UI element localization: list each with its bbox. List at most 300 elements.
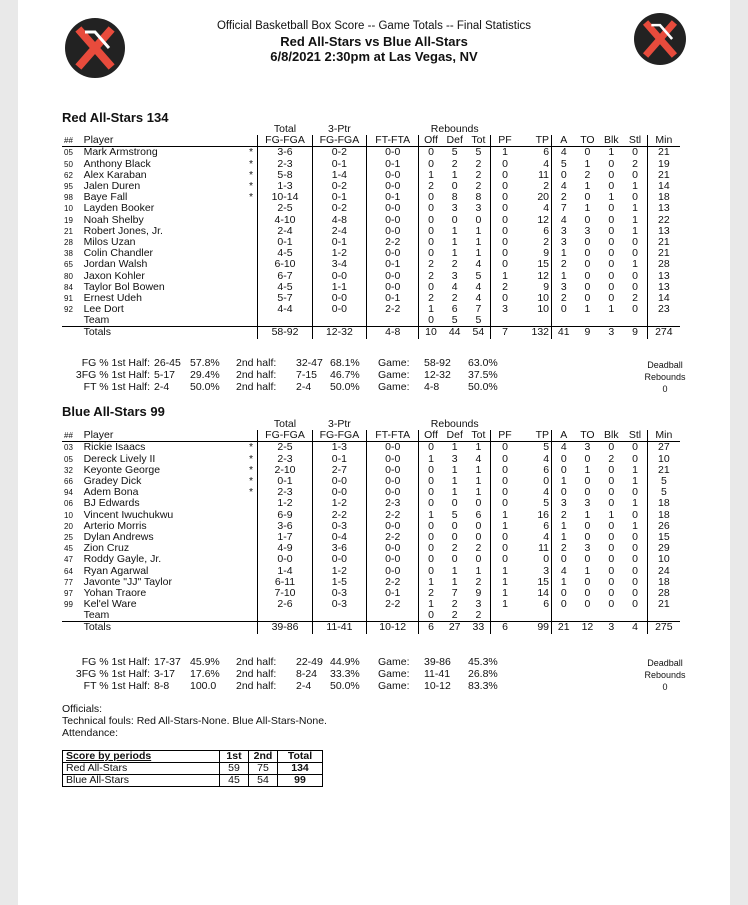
minutes-value: 18 [658, 509, 670, 521]
steals-value: 2 [623, 159, 647, 170]
blank-cell [245, 419, 258, 430]
off-reb-value: 0 [419, 215, 443, 226]
turnovers-value: 0 [584, 259, 591, 271]
fg-value: 4-10 [258, 215, 312, 226]
table-row [62, 476, 680, 487]
player-name: Mark Armstrong [83, 146, 158, 159]
blocks-value: 1 [608, 192, 615, 204]
table-row [62, 181, 680, 192]
shooting-value: 12-32 [424, 369, 451, 381]
starter-mark: * [248, 180, 254, 193]
report-title: Official Basketball Box Score -- Game Totals -- Final Statistics [216, 20, 531, 32]
blank-cell [599, 315, 623, 327]
tp-value: 20 [537, 192, 550, 204]
steals-value: 0 [623, 599, 647, 610]
fg3-value: 0-1 [312, 159, 366, 170]
shooting-value: 50.0% [330, 381, 360, 393]
ft-value: 0-1 [367, 192, 419, 203]
minutes-value: 23 [658, 304, 670, 316]
fg3-value: 1-5 [312, 577, 366, 588]
tot-reb-header: Tot [467, 135, 491, 147]
off-reb-value: 0 [419, 315, 443, 327]
turnovers-value: 0 [584, 192, 591, 204]
tot-reb-value: 2 [475, 610, 482, 622]
steals-value: 1 [623, 226, 647, 237]
player-name: Taylor Bol Bowen [83, 281, 165, 293]
turnovers-value: 0 [584, 554, 591, 566]
period-score: 134 [278, 763, 323, 775]
blank-cell [245, 610, 258, 622]
starter-mark [245, 588, 258, 599]
def-reb-value: 2 [451, 543, 458, 555]
pf-value: 0 [491, 543, 519, 554]
player-header: Player [82, 430, 245, 442]
blocks-header: Blk [599, 430, 623, 442]
starter-mark [245, 498, 258, 509]
table-row [62, 147, 680, 159]
off-reb-value: 2 [419, 588, 443, 599]
minutes-value: 18 [658, 576, 670, 588]
steals-value: 0 [623, 532, 647, 543]
starter-mark [245, 237, 258, 248]
def-reb-value: 2 [451, 610, 458, 622]
pf-value: 0 [491, 248, 519, 259]
blocks-value: 0 [608, 498, 615, 510]
off-reb-value: 1 [419, 454, 443, 465]
ft-value: 2-2 [367, 510, 419, 521]
player-name: Baye Fall [83, 192, 128, 204]
pf-value: 1 [491, 588, 519, 599]
turnovers-value: 1 [584, 464, 591, 476]
shooting-value: 33.3% [330, 668, 360, 680]
shooting-line [62, 668, 508, 680]
minutes-value: 13 [658, 225, 670, 237]
tot-reb-value: 4 [475, 292, 482, 304]
fg3-value: 1-1 [312, 282, 366, 293]
pf-value: 1 [491, 510, 519, 521]
tp-value: 0 [543, 554, 550, 566]
shooting-value: 46.7% [330, 369, 360, 381]
blocks-value: 0 [608, 464, 615, 476]
turnovers-value: 0 [584, 146, 591, 159]
assists-value: 3 [552, 237, 576, 248]
def-reb-value: 0 [451, 520, 458, 532]
fg3-value: 0-0 [312, 270, 366, 281]
off-reb-value: 0 [419, 203, 443, 214]
total-tot-reb: 54 [467, 327, 491, 339]
blank-cell [575, 315, 599, 327]
starter-mark [245, 521, 258, 532]
off-reb-value: 0 [419, 543, 443, 554]
fg-value: 10-14 [258, 192, 312, 203]
shooting-value: 7-15 [296, 369, 318, 381]
total-turnovers: 12 [575, 622, 599, 634]
pf-value: 1 [491, 565, 519, 576]
tot-reb-value: 5 [475, 315, 482, 327]
matchup-title: Red All-Stars vs Blue All-Stars [280, 34, 468, 49]
tot-reb-value: 1 [475, 225, 482, 237]
deadball-text: Deadball [647, 658, 683, 668]
def-reb-value: 1 [451, 475, 458, 488]
blocks-value: 0 [608, 487, 615, 499]
blank-cell [575, 419, 599, 430]
ft-value: 0-0 [367, 554, 419, 565]
minutes-value: 21 [658, 146, 670, 159]
shooting-line [62, 357, 508, 369]
blocks-value: 0 [608, 292, 615, 304]
table-row [62, 282, 680, 293]
shooting-value: 63.0% [468, 357, 498, 369]
starter-mark [245, 293, 258, 304]
steals-value: 0 [623, 304, 647, 315]
fg-value: 5-8 [258, 170, 312, 181]
total-tot-reb: 33 [467, 622, 491, 634]
period-score: 54 [249, 775, 278, 787]
table-row [62, 599, 680, 610]
def-reb-value: 4 [451, 281, 458, 293]
tot-reb-value: 1 [475, 248, 482, 260]
assists-value: 0 [552, 304, 576, 315]
tp-value: 6 [543, 464, 550, 476]
fg-value: 6-11 [258, 577, 312, 588]
starter-mark: * [248, 146, 254, 159]
blocks-value: 0 [608, 531, 615, 543]
jersey-number: 92 [64, 305, 73, 315]
shooting-value: 4-8 [424, 381, 440, 393]
off-reb-value: 1 [419, 577, 443, 588]
minutes-value: 10 [658, 554, 670, 566]
blank-cell [312, 315, 366, 327]
def-reb-value: 0 [451, 180, 458, 193]
steals-value: 1 [623, 465, 647, 476]
steals-value: 0 [623, 454, 647, 465]
blue-deadball-rebounds [620, 657, 710, 693]
fg3-value: 3-4 [312, 259, 366, 270]
blocks-value: 0 [608, 158, 615, 170]
table-row [62, 543, 680, 554]
off-reb-value: 1 [419, 510, 443, 521]
def-reb-value: 0 [451, 531, 458, 543]
blank-cell [623, 610, 647, 622]
blocks-value: 0 [608, 520, 615, 532]
tp-value: 9 [543, 248, 550, 260]
blank-cell [312, 610, 366, 622]
jersey-number: 03 [64, 443, 73, 453]
minutes-value: 21 [658, 248, 670, 260]
fg3-value: 0-0 [312, 554, 366, 565]
blank-cell [367, 610, 419, 622]
turnovers-value: 0 [584, 520, 591, 532]
turnovers-value: 0 [584, 587, 591, 599]
player-name: Yohan Traore [83, 587, 147, 599]
fg-value: 4-4 [258, 304, 312, 315]
tot-reb-value: 4 [475, 259, 482, 271]
fg3-header: FG-FGA [312, 135, 366, 147]
fg-value: 2-4 [258, 226, 312, 237]
steals-value: 0 [623, 565, 647, 576]
jersey-number: 94 [64, 488, 73, 498]
starter-header [245, 135, 258, 147]
minutes-value: 21 [658, 169, 670, 181]
shooting-value: 44.9% [330, 656, 360, 668]
totals-row [62, 327, 680, 339]
shooting-value: FT % 1st Half: [83, 680, 150, 692]
player-header: Player [82, 135, 245, 147]
ft-value: 0-0 [367, 565, 419, 576]
starter-mark [245, 510, 258, 521]
fg-value: 0-0 [258, 554, 312, 565]
fg3-value: 0-1 [312, 192, 366, 203]
pf-value: 0 [491, 170, 519, 181]
fg-value: 4-5 [258, 282, 312, 293]
total-fg3: 12-32 [312, 327, 366, 339]
assists-header: A [552, 430, 576, 442]
turnovers-value: 0 [584, 248, 591, 260]
tp-header: TP [519, 135, 552, 147]
def-reb-value: 1 [451, 169, 458, 181]
total-fg: 39-86 [258, 622, 312, 634]
assists-value: 1 [552, 577, 576, 588]
shooting-line [62, 680, 508, 692]
turnovers-value: 3 [584, 498, 591, 510]
blank-cell [245, 315, 258, 327]
off-reb-value: 0 [419, 147, 443, 159]
starter-mark [245, 203, 258, 214]
fg-value: 6-7 [258, 270, 312, 281]
starter-mark [245, 577, 258, 588]
jersey-number: 05 [64, 454, 73, 464]
turnovers-value: 1 [584, 304, 591, 316]
player-name: Anthony Black [83, 158, 151, 170]
tp-value: 4 [543, 487, 550, 499]
off-reb-value: 0 [419, 610, 443, 622]
assists-value: 7 [552, 203, 576, 214]
ft-value: 0-0 [367, 543, 419, 554]
table-row [62, 498, 680, 509]
assists-value: 1 [552, 532, 576, 543]
tp-value: 6 [543, 599, 550, 611]
table-row [62, 442, 680, 454]
assists-value: 0 [552, 465, 576, 476]
fg3-value: 1-2 [312, 498, 366, 509]
blocks-value: 0 [608, 225, 615, 237]
ft-value: 2-2 [367, 532, 419, 543]
total-steals: 4 [623, 622, 647, 634]
attendance-line: Attendance: [62, 727, 119, 739]
period-score: 45 [220, 775, 249, 787]
score-by-periods-table [62, 750, 323, 787]
player-name: BJ Edwards [83, 498, 140, 510]
tot-reb-value: 4 [475, 453, 482, 465]
shooting-value: 3FG % 1st Half: [75, 668, 150, 680]
assists-value: 4 [552, 565, 576, 576]
steals-value: 0 [623, 543, 647, 554]
shooting-value: 83.3% [468, 680, 498, 692]
def-reb-value: 2 [451, 292, 458, 304]
table-row [62, 259, 680, 270]
tp-value: 2 [543, 180, 550, 193]
pf-value: 2 [491, 282, 519, 293]
periods-header-cell: 2nd [249, 751, 278, 763]
fg3-value: 1-2 [312, 565, 366, 576]
total-assists: 41 [552, 327, 576, 339]
jersey-number: 84 [64, 282, 73, 292]
tot-reb-value: 2 [475, 158, 482, 170]
shooting-value: Game: [378, 357, 410, 369]
minutes-header: Min [647, 135, 680, 147]
table-row [62, 192, 680, 203]
jersey-number: 45 [64, 544, 73, 554]
fg-value: 6-9 [258, 510, 312, 521]
jersey-number: 10 [64, 510, 73, 520]
pf-value: 0 [491, 237, 519, 248]
tot-reb-value: 1 [475, 464, 482, 476]
tot-reb-value: 2 [475, 180, 482, 193]
tot-reb-header: Tot [467, 430, 491, 442]
minutes-value: 21 [658, 599, 670, 611]
table-row [62, 270, 680, 281]
turnovers-value: 1 [584, 158, 591, 170]
shooting-value: 5-17 [154, 369, 176, 381]
fg3-value: 0-1 [312, 454, 366, 465]
fg-value: 1-2 [258, 498, 312, 509]
shooting-value: 39-86 [424, 656, 451, 668]
tot-reb-value: 1 [475, 475, 482, 488]
fg-value: 2-5 [258, 203, 312, 214]
def-reb-header: Def [443, 135, 467, 147]
player-name: Ryan Agarwal [83, 565, 149, 577]
player-name: Dereck Lively II [83, 453, 156, 465]
blocks-header: Blk [599, 135, 623, 147]
player-name: Dylan Andrews [83, 531, 154, 543]
blank-cell [258, 610, 312, 622]
blank-cell [647, 419, 680, 430]
total-pf: 6 [491, 622, 519, 634]
period-team-name: Red All-Stars [63, 763, 220, 775]
off-reb-value: 1 [419, 170, 443, 181]
player-name: Keyonte George [83, 464, 161, 476]
def-reb-value: 1 [451, 248, 458, 260]
shooting-value: 50.0% [330, 680, 360, 692]
periods-header-cell: 1st [220, 751, 249, 763]
fg3-value: 0-2 [312, 203, 366, 214]
turnovers-value: 0 [584, 475, 591, 488]
shooting-line [62, 656, 508, 668]
shooting-value: 100.0 [190, 680, 217, 692]
fg3-value: 0-4 [312, 532, 366, 543]
shooting-value: 37.5% [468, 369, 498, 381]
pf-value: 0 [491, 226, 519, 237]
team-row [62, 315, 680, 327]
off-reb-value: 2 [419, 293, 443, 304]
turnovers-value: 0 [584, 236, 591, 248]
table-row [62, 170, 680, 181]
assists-value: 4 [552, 181, 576, 192]
minutes-value: 18 [658, 498, 670, 510]
steals-value: 0 [623, 554, 647, 565]
turnovers-value: 1 [584, 565, 591, 577]
fg-value: 2-3 [258, 487, 312, 498]
pf-value: 1 [491, 147, 519, 159]
blank-cell [62, 327, 82, 339]
turnovers-value: 0 [584, 453, 591, 465]
blank-cell [62, 315, 82, 327]
ft-value: 0-1 [367, 159, 419, 170]
turnovers-value: 1 [584, 203, 591, 215]
player-name: Jaxon Kohler [83, 270, 145, 282]
column-header-row [62, 135, 680, 147]
player-name: Jordan Walsh [83, 259, 148, 271]
tp-value: 10 [537, 292, 550, 304]
red-shooting-summary [62, 357, 508, 393]
blocks-value: 0 [608, 180, 615, 193]
pf-value: 0 [491, 442, 519, 454]
starter-header [245, 430, 258, 442]
deadball-text: Deadball [647, 360, 683, 370]
team-label: Team [83, 315, 110, 327]
shooting-value: 2-4 [296, 680, 312, 692]
table-row [62, 293, 680, 304]
total-blocks: 3 [599, 327, 623, 339]
tot-reb-value: 2 [475, 169, 482, 181]
tot-reb-value: 1 [475, 441, 482, 454]
blocks-value: 0 [608, 248, 615, 260]
tot-reb-value: 1 [475, 236, 482, 248]
fg3-value: 0-3 [312, 588, 366, 599]
jersey-number: 05 [64, 148, 73, 158]
total-fg3: 11-41 [312, 622, 366, 634]
total-group-label: Total [273, 124, 297, 136]
jersey-number: 98 [64, 193, 73, 203]
jersey-number: 06 [64, 499, 73, 509]
table-row [62, 226, 680, 237]
tp-value: 5 [543, 441, 550, 454]
column-header-row [62, 430, 680, 442]
fg-value: 2-6 [258, 599, 312, 610]
fg-value: 2-3 [258, 454, 312, 465]
fg-value: 0-1 [258, 237, 312, 248]
fg3-value: 0-2 [312, 147, 366, 159]
starter-mark: * [248, 441, 254, 454]
fg3-value: 4-8 [312, 215, 366, 226]
starter-mark [245, 270, 258, 281]
shooting-value: 68.1% [330, 357, 360, 369]
player-name: Robert Jones, Jr. [83, 225, 163, 237]
total-def-reb: 27 [443, 622, 467, 634]
assists-value: 2 [552, 293, 576, 304]
total-off-reb: 10 [419, 327, 443, 339]
pf-value: 0 [491, 293, 519, 304]
blank-cell [575, 610, 599, 622]
turnovers-value: 0 [584, 281, 591, 293]
fg3-value: 0-0 [312, 476, 366, 487]
steals-value: 0 [623, 510, 647, 521]
shooting-value: 58-92 [424, 357, 451, 369]
off-reb-value: 0 [419, 465, 443, 476]
blocks-value: 1 [608, 146, 615, 159]
jersey-number: 97 [64, 588, 73, 598]
table-row [62, 577, 680, 588]
shooting-value: 2nd half: [236, 668, 277, 680]
pf-value: 0 [491, 215, 519, 226]
jersey-number: 38 [64, 249, 73, 259]
turnovers-value: 0 [584, 487, 591, 499]
pf-value: 0 [491, 532, 519, 543]
blank-cell [491, 419, 519, 430]
fg-value: 5-7 [258, 293, 312, 304]
blank-cell [62, 622, 82, 634]
shooting-value: 10-12 [424, 680, 451, 692]
